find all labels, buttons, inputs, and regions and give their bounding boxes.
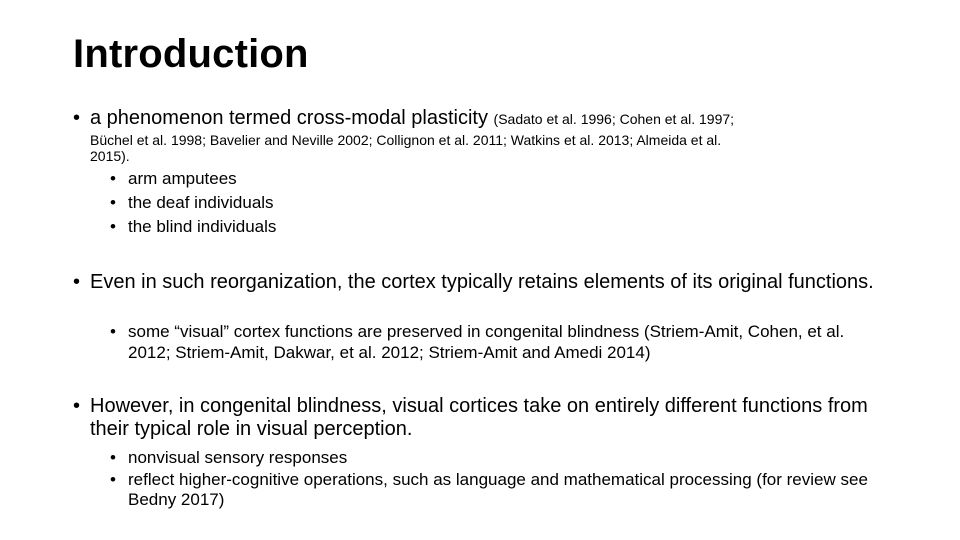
sub-item-higher-cognitive — [110, 470, 870, 510]
citation-second-line: Büchel et al. 1998; Bavelier and Neville 2002; Collignon et al. 2011; Watkins et al. 2013; Almeida et al. — [90, 132, 722, 148]
sub-bullet-dot-icon: • — [110, 470, 116, 489]
sub-item-nonvisual-responses — [110, 446, 870, 470]
sub-item-blind — [110, 215, 870, 239]
bullet-text: However, in congenital blindness, visual cortices take on entirely different functions from their typical role in visual perception. — [90, 395, 868, 440]
bullet-congenital-blindness — [73, 395, 893, 441]
sub-bullet-dot-icon: • — [110, 193, 116, 212]
sub-bullet-dot-icon: • — [110, 217, 116, 236]
slide-title: Introduction — [73, 32, 309, 76]
bullet-dot-icon: • — [73, 107, 81, 129]
citation-first-line: (Sadato et al. 1996; Cohen et al. 1997; — [493, 111, 735, 127]
bullet-text: Even in such reorganization, the cortex typically retains elements of its original functions. — [90, 271, 874, 293]
sub-item-text: reflect higher-cognitive operations, such as language and mathematical processing (for review see Bedny 2017) — [128, 470, 868, 509]
sub-bullet-dot-icon: • — [110, 448, 116, 467]
bullet-text — [73, 107, 893, 130]
bullet-cross-modal-plasticity — [73, 107, 893, 130]
sub-item-text: some “visual” cortex functions are preserved in congenital blindness (Striem-Amit, Cohen, et al. 2012; Striem-Amit, Dakwar, et al. 2012; Striem-Amit and Amedi 2014) — [128, 322, 845, 362]
sub-item-text: arm amputees — [128, 169, 237, 188]
sub-item-arm-amputees — [110, 167, 870, 191]
sub-item-deaf — [110, 191, 870, 215]
citation-third-line: 2015). — [90, 148, 130, 164]
bullet-dot-icon: • — [73, 395, 81, 417]
bullet-main-text: a phenomenon termed cross-modal plasticity — [90, 107, 494, 129]
sub-bullet-dot-icon: • — [110, 322, 116, 341]
sub-item-visual-functions — [110, 321, 890, 363]
bullet-reorganization — [73, 271, 893, 294]
sub-item-text: the blind individuals — [128, 217, 277, 236]
bullet-dot-icon: • — [73, 271, 81, 293]
sub-item-text: nonvisual sensory responses — [128, 448, 348, 467]
sub-item-text: the deaf individuals — [128, 193, 274, 212]
sub-bullet-dot-icon: • — [110, 169, 116, 188]
